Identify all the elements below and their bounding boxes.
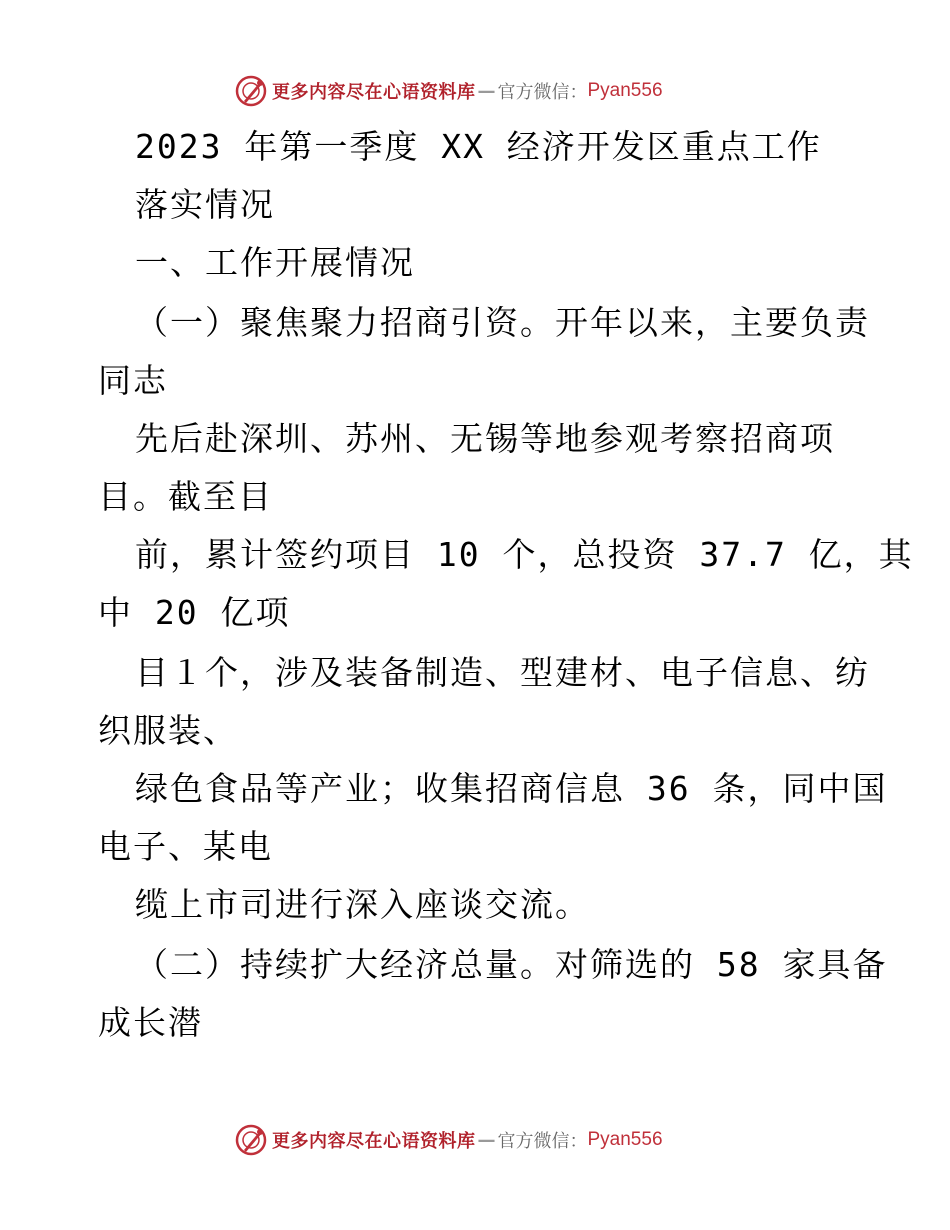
- text-line: 目。截至目: [98, 477, 273, 516]
- watermark-text: 更多内容尽在心语资料库: [272, 82, 476, 103]
- text-line: 目１个，涉及装备制造、型建材、电子信息、纺: [135, 653, 870, 692]
- text-line: （一）聚焦聚力招商引资。开年以来，主要负责: [135, 303, 870, 342]
- logo-icon: [234, 74, 268, 108]
- text-line: 缆上市司进行深入座谈交流。: [135, 885, 590, 924]
- watermark-label: 官方微信：: [497, 82, 588, 103]
- watermark-header: [234, 73, 663, 109]
- watermark-id: Pyan556: [587, 80, 663, 101]
- watermark-footer: [234, 1122, 663, 1158]
- text-line: 先后赴深圳、苏州、无锡等地参观考察招商项: [135, 419, 835, 458]
- text-line: （二）持续扩大经济总量。对筛选的 58 家具备: [135, 945, 888, 984]
- section-heading: 一、工作开展情况: [135, 243, 415, 282]
- watermark-label: 官方微信：: [497, 1131, 588, 1152]
- watermark-separator: —: [477, 80, 496, 102]
- text-line: 前，累计签约项目 10 个，总投资 37.7 亿，其: [135, 535, 914, 574]
- watermark-text: 更多内容尽在心语资料库: [272, 1131, 476, 1152]
- text-line: 同志: [98, 361, 168, 400]
- text-line: 织服装、: [98, 711, 238, 750]
- title-line-2: 落实情况: [135, 185, 275, 224]
- logo-icon: [234, 1123, 268, 1157]
- watermark-id: Pyan556: [587, 1129, 663, 1150]
- text-line: 绿色食品等产业；收集招商信息 36 条，同中国: [135, 769, 888, 808]
- watermark-separator: —: [477, 1129, 496, 1151]
- title-line-1: 2023 年第一季度 XX 经济开发区重点工作: [135, 127, 822, 166]
- text-line: 成长潜: [98, 1003, 203, 1042]
- text-line: 中 20 亿项: [98, 593, 291, 632]
- text-line: 电子、某电: [98, 827, 273, 866]
